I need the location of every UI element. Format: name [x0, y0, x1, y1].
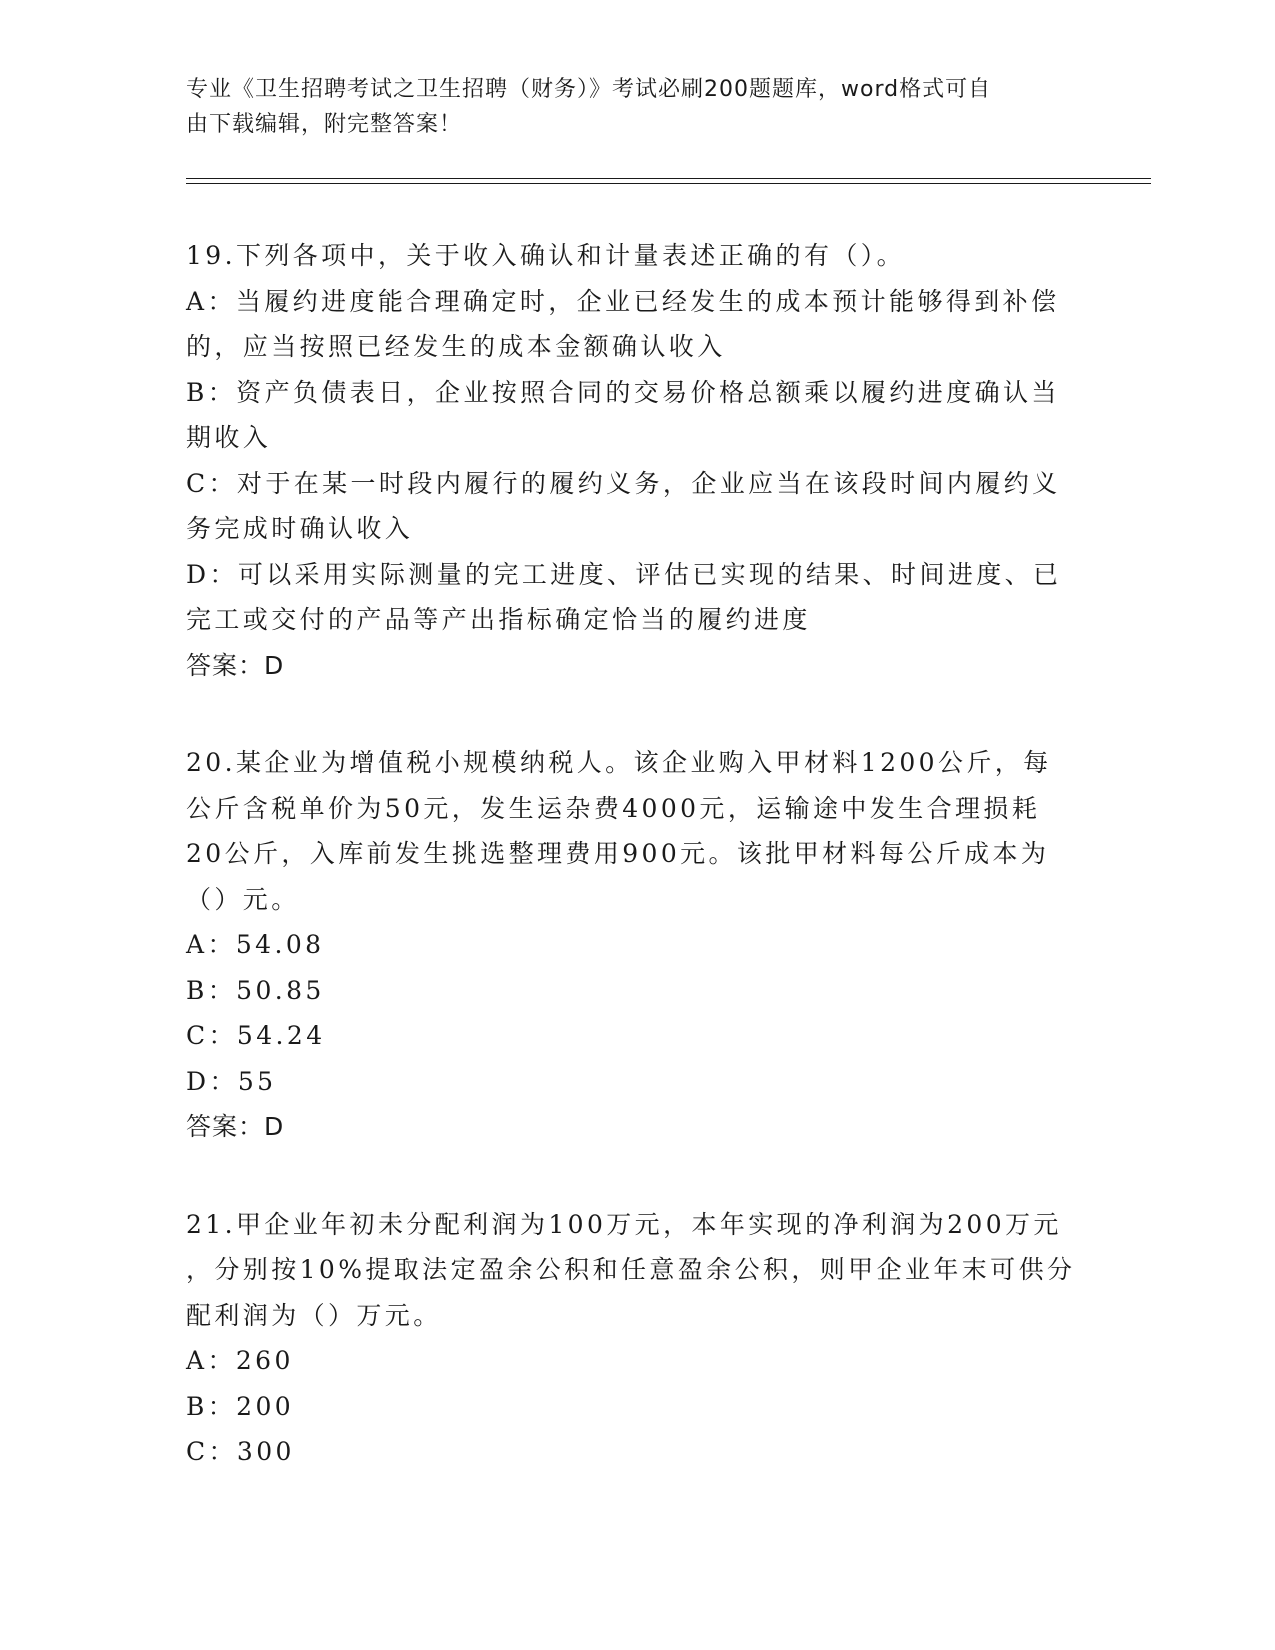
option-b: B：200 [186, 1391, 295, 1421]
document-intro [186, 72, 1066, 142]
question-stem: 21.甲企业年初未分配利润为100万元，本年实现的净利润为200万元 [186, 1209, 1062, 1239]
intro-line-1: 专业《卫生招聘考试之卫生招聘（财务）》考试必刷200题题库，word格式可自 [186, 77, 992, 102]
intro-line-2: 由下载编辑，附完整答案！ [186, 112, 463, 137]
question-19 [186, 233, 1086, 688]
question-stem-continued: 20公斤，入库前发生挑选整理费用900元。该批甲材料每公斤成本为 [186, 839, 1050, 868]
question-list [186, 233, 1086, 1527]
question-stem-continued: ，分别按10%提取法定盈余公积和任意盈余公积，则甲企业年末可供分 [186, 1255, 1076, 1284]
option-d: D：可以采用实际测量的完工进度、评估已实现的结果、时间进度、已 [186, 559, 1062, 589]
question-stem-continued: 公斤含税单价为50元，发生运杂费4000元，运输途中发生合理损耗 [186, 793, 1041, 823]
option-b-continued: 期收入 [186, 423, 272, 452]
option-d-continued: 完工或交付的产品等产出指标确定恰当的履约进度 [186, 605, 811, 634]
question-stem: 19.下列各项中，关于收入确认和计量表述正确的有（）。 [186, 241, 906, 270]
answer-label: 答案：D [186, 650, 285, 680]
option-c: C：300 [186, 1437, 295, 1466]
option-a: A：54.08 [186, 930, 325, 959]
option-d: D：55 [186, 1066, 277, 1096]
question-stem: 20.某企业为增值税小规模纳税人。该企业购入甲材料1200公斤，每 [186, 748, 1052, 777]
option-b: B：50.85 [186, 975, 325, 1005]
question-20 [186, 740, 1086, 1150]
option-c-continued: 务完成时确认收入 [186, 514, 414, 543]
header-divider-bottom [186, 183, 1151, 184]
answer-label: 答案：D [186, 1112, 285, 1141]
question-21 [186, 1202, 1086, 1475]
option-a-continued: 的，应当按照已经发生的成本金额确认收入 [186, 332, 726, 361]
option-b: B：资产负债表日，企业按照合同的交易价格总额乘以履约进度确认当 [186, 377, 1060, 407]
option-c: C：54.24 [186, 1021, 326, 1050]
option-a: A：260 [186, 1346, 294, 1375]
header-divider-top [186, 178, 1151, 179]
option-c: C：对于在某一时段内履行的履约义务，企业应当在该段时间内履约义 [186, 468, 1061, 498]
question-stem-continued: 配利润为（）万元。 [186, 1300, 442, 1330]
question-stem-continued: （）元。 [186, 884, 300, 914]
option-a: A：当履约进度能合理确定时，企业已经发生的成本预计能够得到补偿 [186, 286, 1060, 316]
